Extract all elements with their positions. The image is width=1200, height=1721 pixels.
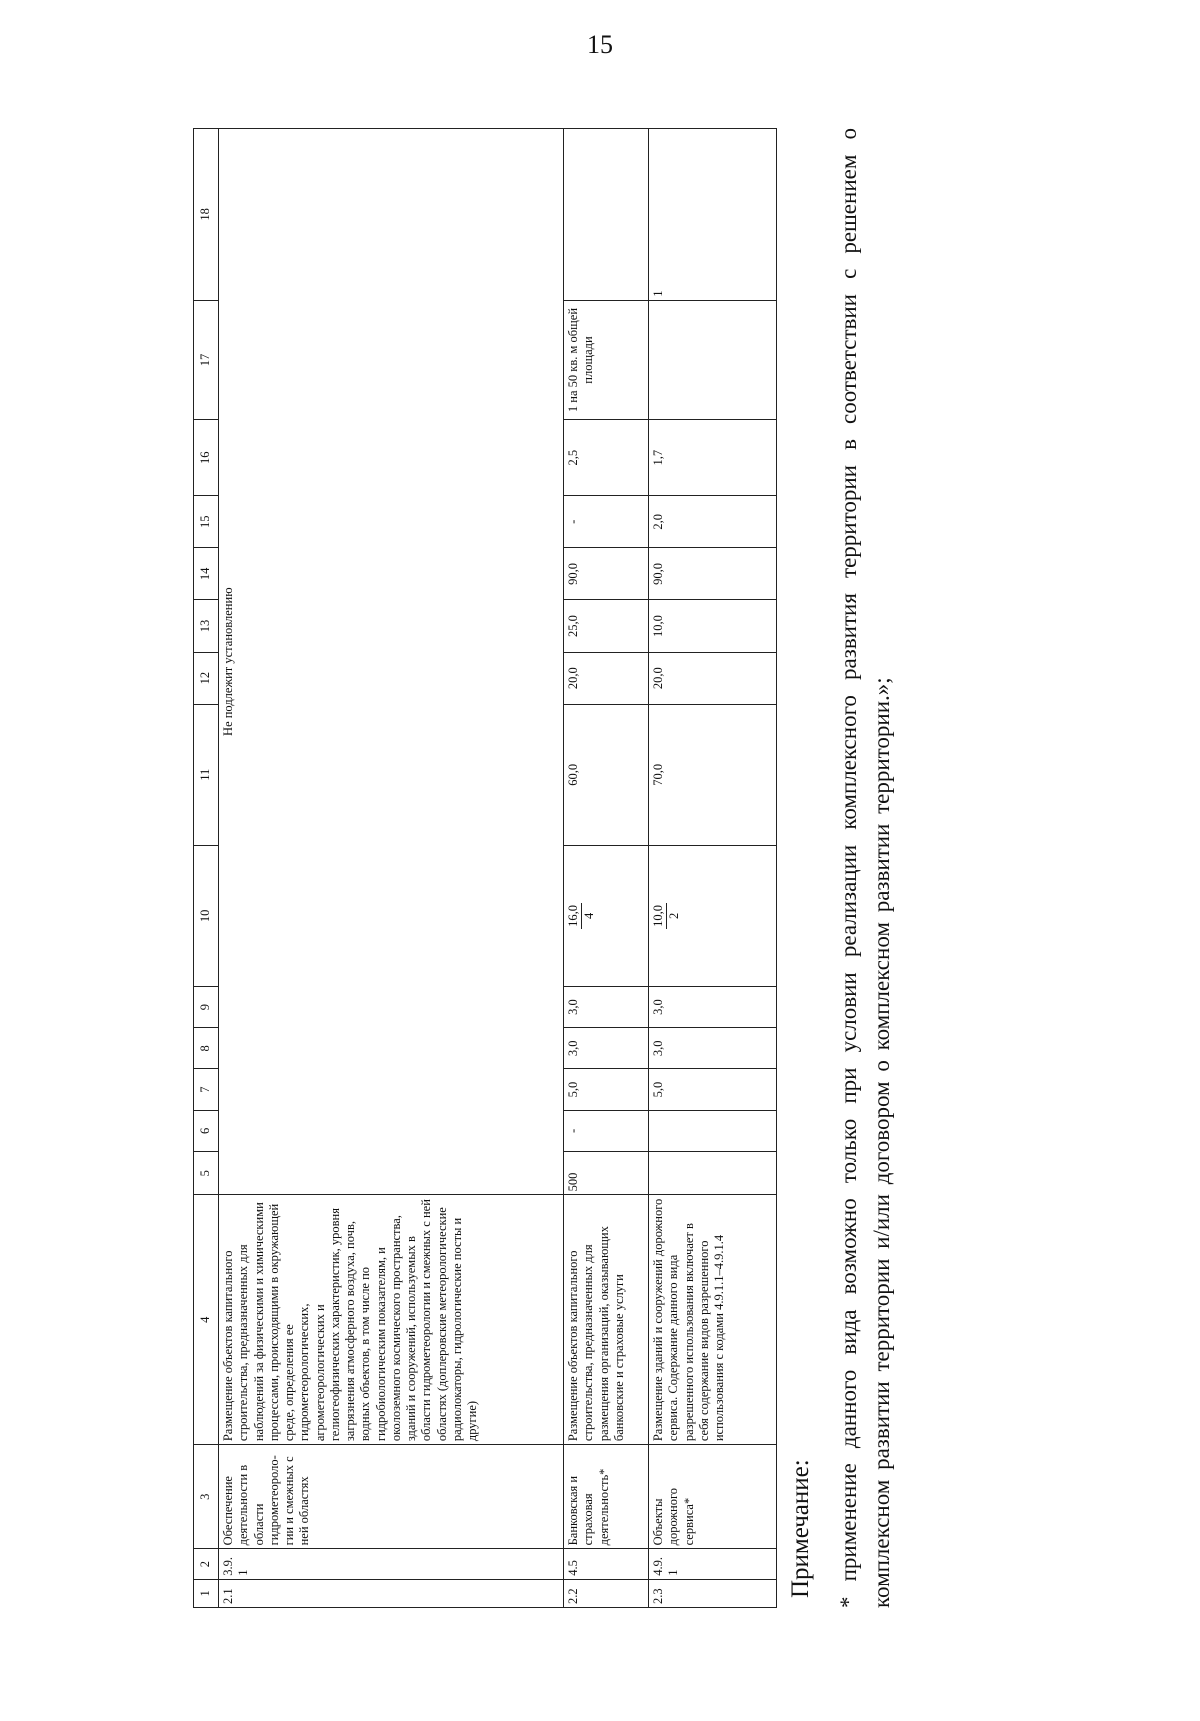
cell-col17 xyxy=(649,300,777,419)
cell-col7: 5,0 xyxy=(564,1069,649,1110)
col-header: 6 xyxy=(194,1110,219,1151)
cell-col5 xyxy=(649,1151,777,1194)
row-description: Размещение зданий и сооружений дорожного сервиса. Содержание данного вида разрешенного использования включает в себя содержание видов разрешенного использования с кодами 4.9.1.1–4.9.1.4 xyxy=(649,1195,777,1445)
cell-col17: 1 на 50 кв. м общей площади xyxy=(564,300,649,419)
cell-col6 xyxy=(649,1110,777,1151)
table-row xyxy=(649,129,777,1608)
col-header: 17 xyxy=(194,300,219,419)
col-header: 16 xyxy=(194,420,219,496)
col-header: 2 xyxy=(194,1549,219,1579)
col-header: 11 xyxy=(194,704,219,845)
cell-col11: 60,0 xyxy=(564,704,649,845)
fraction-denominator: 4 xyxy=(582,912,597,920)
col-header: 12 xyxy=(194,652,219,704)
note-title: Примечание: xyxy=(787,1459,814,1598)
col-header: 14 xyxy=(194,548,219,600)
cell-col9: 3,0 xyxy=(564,986,649,1027)
cell-col10 xyxy=(649,845,777,986)
col-header: 5 xyxy=(194,1151,219,1194)
row-description: Размещение объектов капитального строительства, предназначенных для размещения организаций, оказывающих банковские и страховые услуги xyxy=(564,1195,649,1445)
col-header: 4 xyxy=(194,1195,219,1445)
fraction xyxy=(651,903,683,929)
row-description: Размещение объектов капитального строительства, предназначенных для наблюдений за физическими и химическими процессами, происходящими в окружающей среде, определения ее гидрометеорологических, агрометеорологических и гелиогеофизических характеристик, уровня загрязнения атмосферного воздуха, почв, водных объектов, в том числе по гидробиологическим показателям, и околоземного космического пространства, зданий и сооружений, используемых в области гидрометеорологии и смежных с ней областях (доплеровские метеорологические радиолокаторы, гидрологические посты и другие) xyxy=(219,1195,564,1445)
row-code: 3.9.1 xyxy=(219,1549,564,1579)
row-name: Обеспечение деятельности в области гидрометеороло-гии и смежных с ней областях xyxy=(219,1445,564,1549)
col-header: 1 xyxy=(194,1579,219,1607)
row-code: 4.9.1 xyxy=(649,1549,777,1579)
row-number: 2.3 xyxy=(649,1579,777,1607)
cell-col12: 20,0 xyxy=(649,652,777,704)
cell-col10 xyxy=(564,845,649,986)
cell-col13: 25,0 xyxy=(564,600,649,652)
cell-col8: 3,0 xyxy=(564,1028,649,1069)
regulations-table xyxy=(193,128,777,1608)
col-header: 15 xyxy=(194,496,219,548)
rotated-landscape-page xyxy=(193,128,1008,1608)
fraction xyxy=(566,903,598,929)
header-row xyxy=(194,129,219,1608)
fraction-denominator: 2 xyxy=(667,912,682,920)
fraction-numerator: 10,0 xyxy=(651,903,667,929)
cell-col7: 5,0 xyxy=(649,1069,777,1110)
row-code: 4.5 xyxy=(564,1549,649,1579)
cell-col11: 70,0 xyxy=(649,704,777,845)
cell-col8: 3,0 xyxy=(649,1028,777,1069)
col-header: 13 xyxy=(194,600,219,652)
col-header: 7 xyxy=(194,1069,219,1110)
page-number: 15 xyxy=(587,30,613,59)
cell-col16: 1,7 xyxy=(649,420,777,496)
row-name: Объекты дорожного сервиса* xyxy=(649,1445,777,1549)
cell-col6: - xyxy=(564,1110,649,1151)
not-established-cell: Не подлежит установлению xyxy=(219,129,564,1195)
table-row xyxy=(564,129,649,1608)
cell-col12: 20,0 xyxy=(564,652,649,704)
cell-col15: 2,0 xyxy=(649,496,777,548)
cell-col18: 1 xyxy=(649,129,777,301)
cell-col15: - xyxy=(564,496,649,548)
cell-col16: 2,5 xyxy=(564,420,649,496)
cell-col13: 10,0 xyxy=(649,600,777,652)
cell-col5: 500 xyxy=(564,1151,649,1194)
cell-col14: 90,0 xyxy=(649,548,777,600)
row-number: 2.2 xyxy=(564,1579,649,1607)
row-number: 2.1 xyxy=(219,1579,564,1607)
table-row xyxy=(219,129,564,1608)
fraction-numerator: 16,0 xyxy=(566,903,582,929)
col-header: 18 xyxy=(194,129,219,301)
note-text: * применение данного вида возможно только при условии реализации комплексного развития территории в соответствии с решением о комплексном развитии территории и/или договором о комплексном развитии территории.»; xyxy=(836,128,894,1608)
col-header: 10 xyxy=(194,845,219,986)
cell-col14: 90,0 xyxy=(564,548,649,600)
cell-col9: 3,0 xyxy=(649,986,777,1027)
col-header: 3 xyxy=(194,1445,219,1549)
row-name: Банковская и страховая деятельность* xyxy=(564,1445,649,1549)
cell-col18 xyxy=(564,129,649,301)
col-header: 8 xyxy=(194,1028,219,1069)
col-header: 9 xyxy=(194,986,219,1027)
